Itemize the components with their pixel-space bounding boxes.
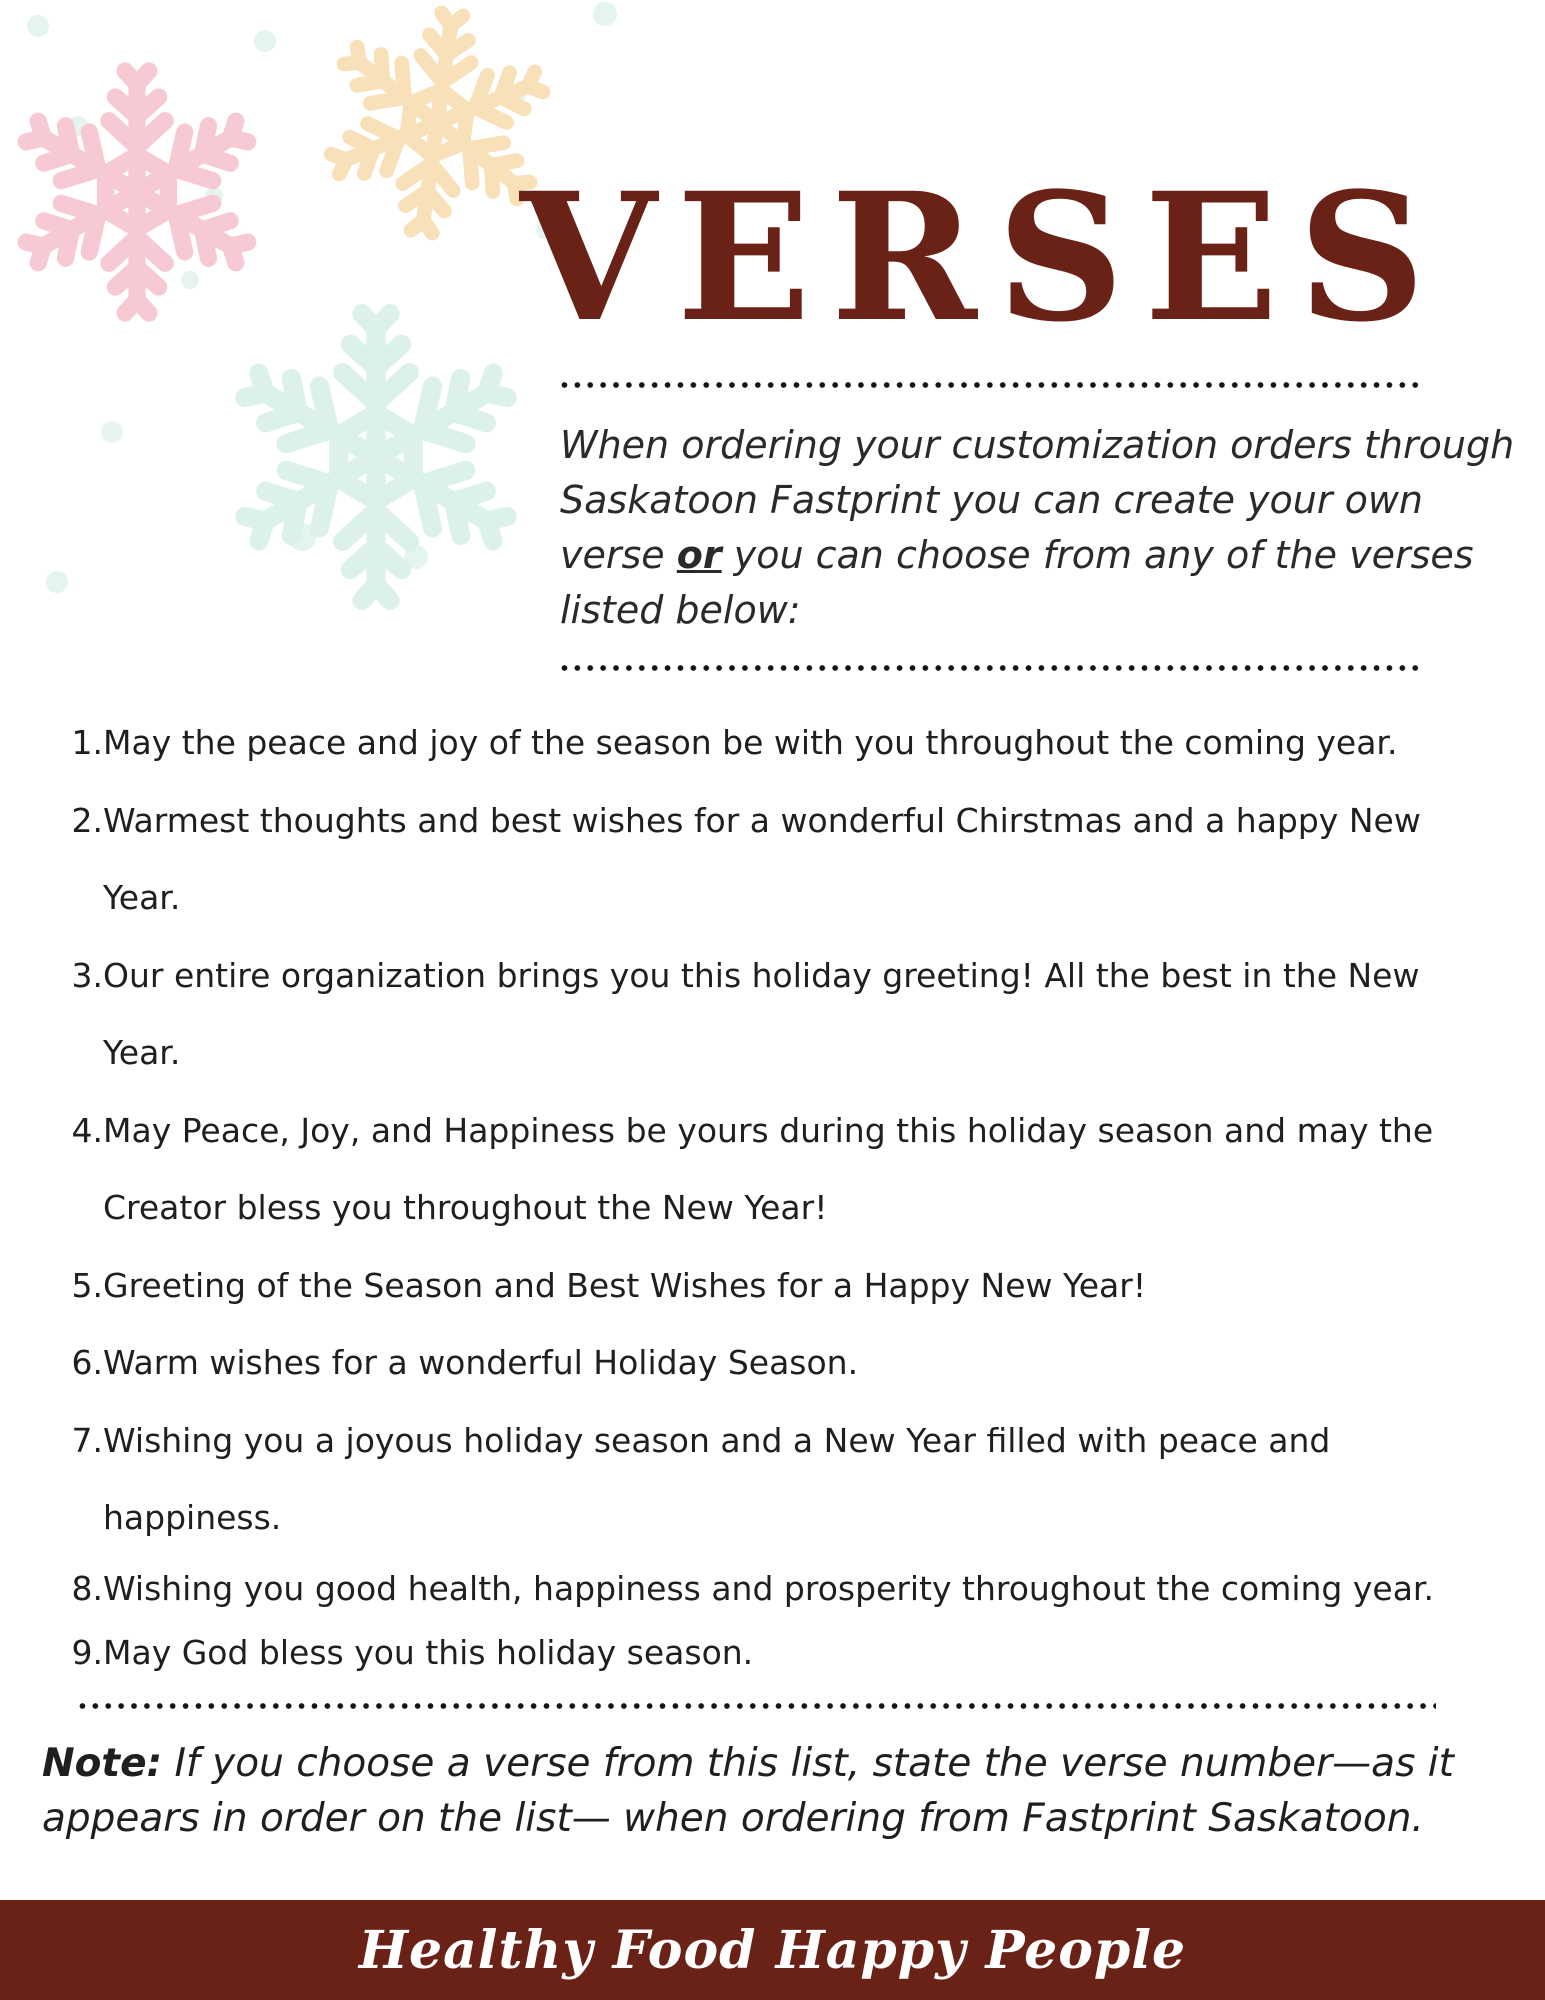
verse-text: Warm wishes for a wonderful Holiday Season.: [103, 1343, 859, 1382]
note-label: Note:: [42, 1741, 163, 1786]
verse-text: Wishing you a joyous holiday season and a New Year filled with peace and happiness.: [103, 1420, 1331, 1537]
verse-number: 9.: [71, 1632, 103, 1672]
verse-item-4: [60, 1092, 1480, 1247]
verse-number: 4.: [71, 1110, 103, 1150]
verse-number: 7.: [71, 1420, 103, 1460]
verse-item-1: [60, 704, 1480, 782]
verse-item-5: [60, 1247, 1480, 1325]
footer-tagline: Healthy Food Happy People: [358, 1919, 1187, 1981]
page-title: VERSES: [520, 154, 1446, 361]
snowflake-mint-icon: [235, 314, 517, 601]
verse-text: Wishing you good health, happiness and prosperity throughout the coming year.: [103, 1568, 1434, 1608]
intro-part-1: When ordering your customization orders through Saskatoon Fastprint you can create your own verse: [560, 423, 1515, 577]
intro-text: [560, 418, 1520, 638]
verse-item-8: [60, 1557, 1480, 1621]
verse-text: Our entire organization brings you this holiday greeting! All the best in the New Year.: [103, 955, 1420, 1072]
verse-number: 3.: [71, 955, 103, 995]
note-text: [42, 1736, 1522, 1846]
verse-item-3: [60, 937, 1480, 1092]
dotted-divider-middle: [558, 665, 1422, 671]
footer-banner: [0, 1900, 1545, 2000]
verse-number: 1.: [71, 723, 103, 762]
verse-number: 6.: [71, 1343, 103, 1382]
verse-text: Warmest thoughts and best wishes for a wonderful Chirstmas and a happy New Year.: [103, 800, 1421, 917]
intro-emphasis: or: [676, 533, 722, 577]
verse-text: May Peace, Joy, and Happiness be yours during this holiday season and may the Creator bless you throughout the New Year!: [103, 1110, 1434, 1227]
verse-item-2: [60, 782, 1480, 937]
verse-number: 2.: [71, 800, 103, 840]
verse-text: May God bless you this holiday season.: [103, 1632, 754, 1672]
dotted-divider-bottom: [76, 1703, 1436, 1709]
verse-number: 5.: [71, 1265, 103, 1305]
verse-item-7: [60, 1402, 1480, 1557]
dotted-divider-top: [558, 382, 1422, 388]
verse-list: [60, 704, 1480, 1685]
verse-text: Greeting of the Season and Best Wishes for a Happy New Year!: [103, 1265, 1147, 1305]
verse-item-6: [60, 1324, 1480, 1402]
intro-part-2: you can choose from any of the verses listed below:: [560, 533, 1474, 632]
note-body: If you choose a verse from this list, state the verse number—as it appears in order on the list— when ordering from Fastprint Saskatoon.: [42, 1741, 1454, 1841]
verse-text: May the peace and joy of the season be with you throughout the coming year.: [103, 723, 1398, 762]
verse-item-9: [60, 1621, 1480, 1685]
verse-number: 8.: [71, 1568, 103, 1608]
